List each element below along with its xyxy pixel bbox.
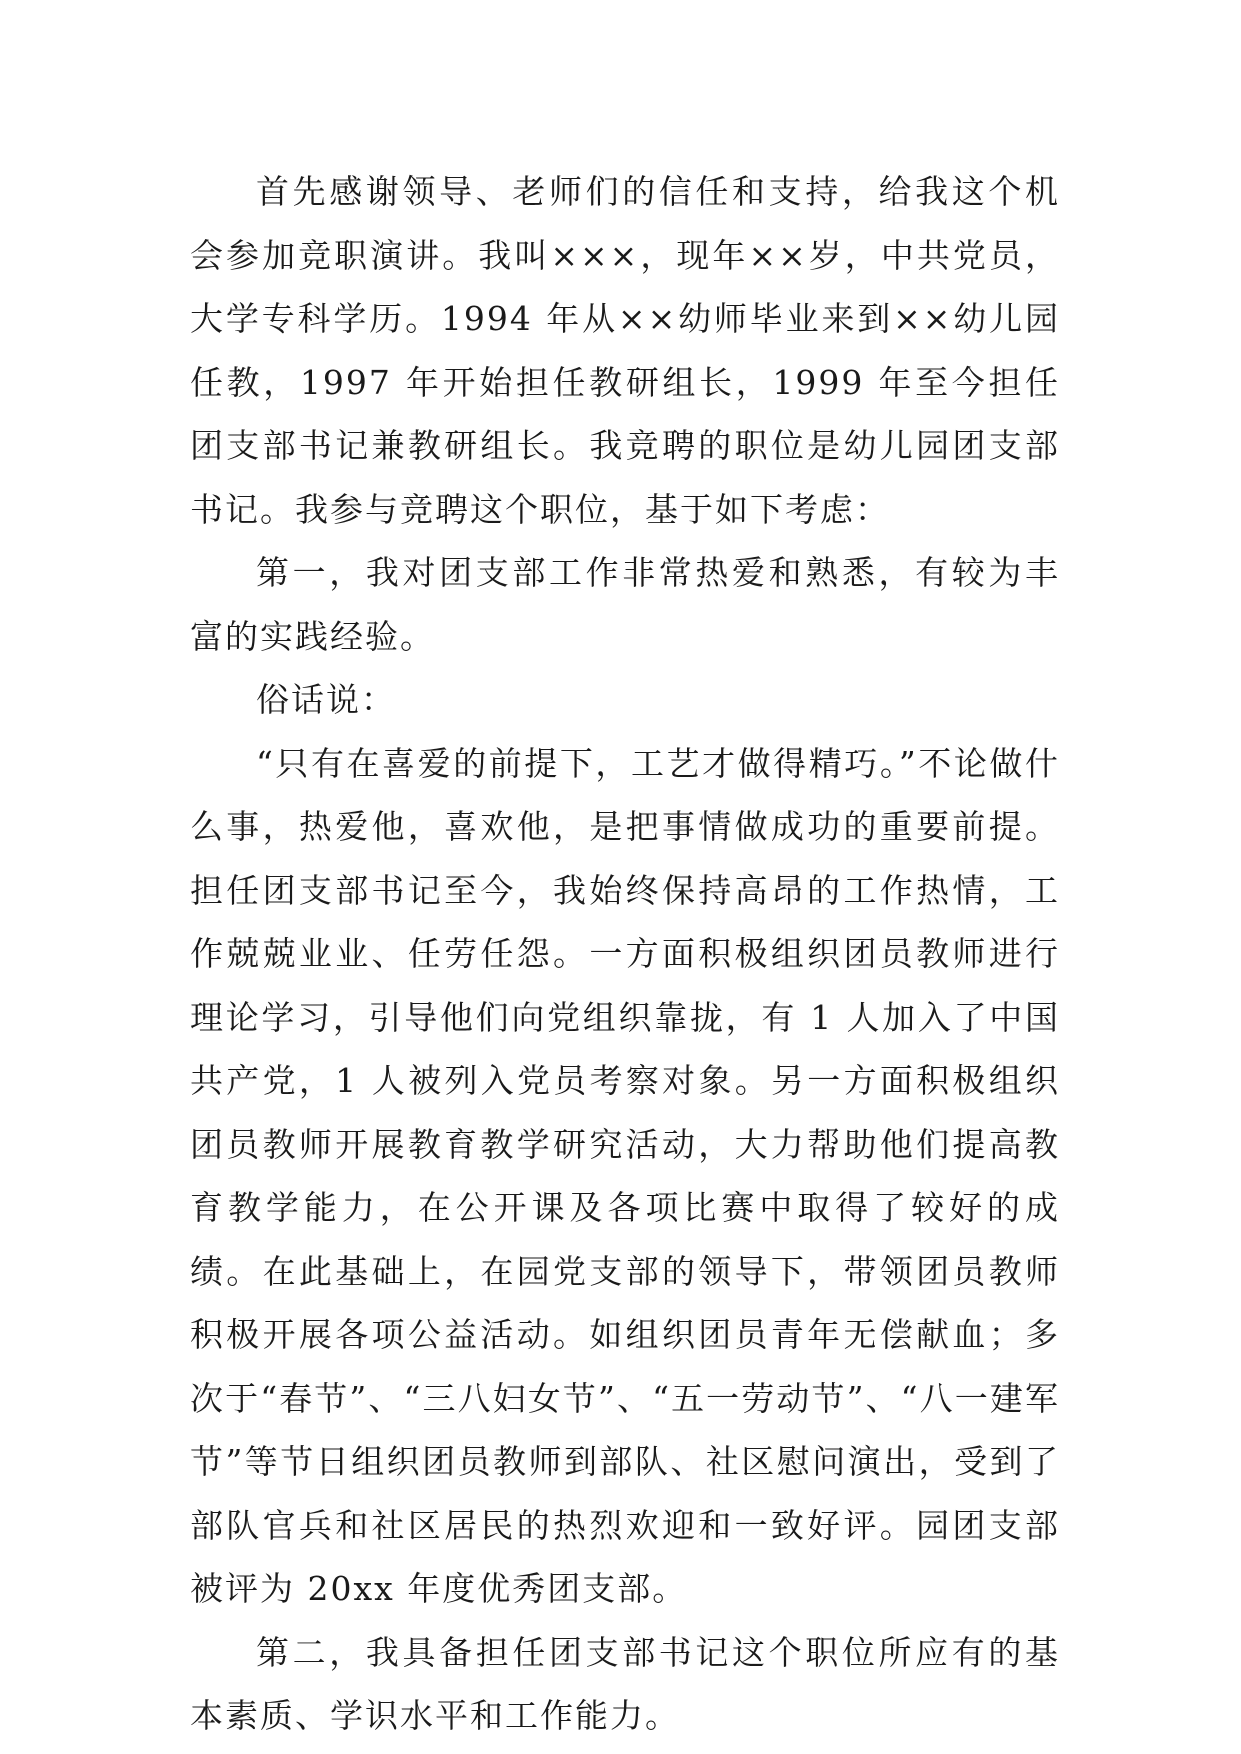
document-body — [190, 160, 1060, 1748]
paragraph-introduction: 首先感谢领导、老师们的信任和支持，给我这个机会参加竞职演讲。我叫×××，现年××岁，中共党员，大学专科学历。1994 年从××幼师毕业来到××幼儿园任教，1997 年开始担任教研组长，1999 年至今担任团支部书记兼教研组长。我竞聘的职位是幼儿园团支部书记。我参与竞聘这个职位，基于如下考虑： — [190, 172, 1060, 529]
paragraph-proverb-lead: 俗话说： — [256, 680, 396, 719]
paragraph-first-point: 第一，我对团支部工作非常热爱和熟悉，有较为丰富的实践经验。 — [190, 553, 1060, 656]
paragraph-second-point: 第二，我具备担任团支部书记这个职位所应有的基本素质、学识水平和工作能力。 — [190, 1632, 1060, 1735]
paragraph-proverb-body: “只有在喜爱的前提下，工艺才做得精巧。”不论做什么事，热爱他，喜欢他，是把事情做成功的重要前提。担任团支部书记至今，我始终保持高昂的工作热情，工作兢兢业业、任劳任怨。一方面积极组织团员教师进行理论学习，引导他们向党组织靠拢，有 1 人加入了中国共产党，1 人被列入党员考察对象。另一方面积极组织团员教师开展教育教学研究活动，大力帮助他们提高教育教学能力，在公开课及各项比赛中取得了较好的成绩。在此基础上，在园党支部的领导下，带领团员教师积极开展各项公益活动。如组织团员青年无偿献血；多次于“春节”、“三八妇女节”、“五一劳动节”、“八一建军节”等节日组织团员教师到部队、社区慰问演出，受到了部队官兵和社区居民的热烈欢迎和一致好评。园团支部被评为 20xx 年度优秀团支部。 — [190, 743, 1060, 1608]
